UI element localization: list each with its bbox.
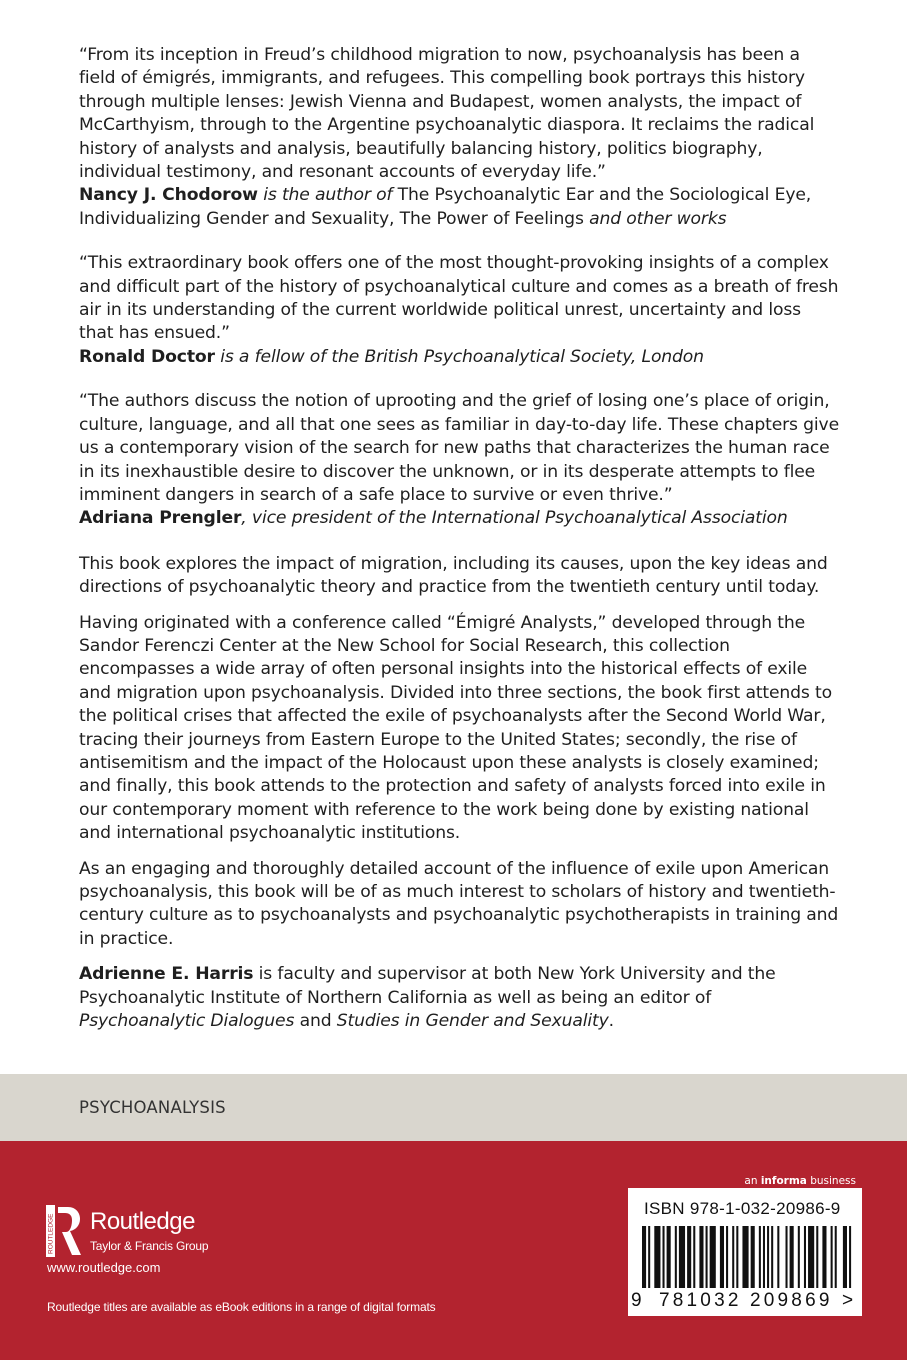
barcode-bar <box>816 1226 818 1288</box>
barcode-bar <box>679 1226 685 1288</box>
barcode-bar <box>790 1226 794 1288</box>
barcode-bar <box>736 1226 738 1288</box>
barcode-bar <box>726 1226 728 1288</box>
publisher-name: Routledge <box>90 1208 195 1235</box>
informa-prefix: an <box>744 1175 761 1187</box>
barcode-bar <box>763 1226 765 1288</box>
barcode-bar <box>804 1226 806 1288</box>
barcode-bar <box>732 1226 734 1288</box>
barcode-bar <box>742 1226 748 1288</box>
informa-brand: informa <box>760 1175 807 1187</box>
barcode-bar <box>720 1226 724 1288</box>
barcode-bar <box>777 1226 779 1288</box>
barcode-bar <box>667 1226 671 1288</box>
barcode-arrow: > <box>842 1290 854 1311</box>
endorsement-quote-1 <box>79 44 839 231</box>
quote-attribution <box>79 184 839 231</box>
description-paragraph-2: Having originated with a conference called “Émigré Analysts,” developed through the Sandor Ferenczi Center at the New School for Social Research, this collection encompasses a wide array of often personal insights into the historical effects of exile and migration upon psychoanalysis. Divided into three sections, the book first attends to the political crises that affected the exile of psychoanalysts after the Second World War, tracing their journeys from Eastern Europe to the United States; secondly, the rise of antisemitism and the impact of the Holocaust upon these analysts is closely examined; and finally, this book attends to the protection and safety of analysts forced into exile in our contemporary moment with reference to the work being done by existing national and international psychoanalytic institutions. <box>79 612 833 844</box>
quote-author-role: is a fellow of the British Psychoanalytical Society, London <box>214 346 704 367</box>
routledge-r-icon <box>46 1205 82 1257</box>
barcode-bar <box>648 1226 650 1288</box>
ebook-note: Routledge titles are available as eBook editions in a range of digital formats <box>47 1300 436 1314</box>
quote-author: Adriana Prengler <box>79 508 242 529</box>
quote-author: Ronald Doctor <box>79 346 215 367</box>
description-paragraph-1: This book explores the impact of migration, including its causes, upon the key ideas and directions of psychoanalytic theory and practice from the twentieth century until today. <box>79 553 828 598</box>
isbn-label: ISBN 978-1-032-20986-9 <box>644 1199 841 1218</box>
barcode-bar <box>654 1226 660 1288</box>
quote-text: “This extraordinary book offers one of the most thought-provoking insights of a complex and difficult part of the history of psychoanalytical culture and comes as a breath of fresh air in its understanding of the current worldwide political unrest, uncertainty and loss that has ensued.” <box>79 253 839 344</box>
publisher-band <box>0 1141 907 1360</box>
barcode-bar <box>699 1226 703 1288</box>
editor-journal-2: Studies in Gender and Sexuality <box>336 1011 609 1032</box>
barcode-bar <box>771 1226 773 1288</box>
barcode-bar <box>759 1226 761 1288</box>
endorsement-quote-3 <box>79 390 839 530</box>
description-paragraph-3: As an engaging and thoroughly detailed account of the influence of exile upon American psychoanalysis, this book will be of as much interest to scholars of history and twentieth-century culture as to psychoanalysts and psychoanalytic psychotherapists in training and in practice. <box>79 858 839 949</box>
quote-author-role: is the author of <box>257 185 398 206</box>
barcode-bar <box>767 1226 769 1288</box>
category-band <box>0 1074 907 1141</box>
editor-bio <box>79 963 839 1033</box>
barcode-bar <box>663 1226 665 1288</box>
informa-suffix: business <box>806 1175 856 1187</box>
editor-journal-1: Psychoanalytic Dialogues <box>79 1011 295 1032</box>
barcode-bar <box>687 1226 691 1288</box>
barcode-bar <box>751 1226 755 1288</box>
barcode-bar <box>786 1226 788 1288</box>
quote-text: “The authors discuss the notion of uprooting and the grief of losing one’s place of origin, culture, language, and all that one sees as familiar in day-to-day life. These chapters give us a contemporary vision of the search for new paths that characterizes the human race in its inexhaustible desire to discover the unknown, or in its desperate attempts to flee imminent dangers in search of a safe place to survive or even thrive.” <box>79 391 840 505</box>
barcode-bar <box>706 1226 708 1288</box>
quote-author-works: The Psychoanalytic Ear and the Sociological Eye, Individualizing Gender and Sexuality, The Power of Feelings <box>79 185 812 229</box>
barcode-digit-first: 9 <box>631 1290 642 1311</box>
publisher-website[interactable]: www.routledge.com <box>47 1260 161 1275</box>
barcode-digits-left: 781032 <box>659 1290 742 1311</box>
book-description <box>79 553 839 1034</box>
barcode-bar <box>808 1226 814 1288</box>
subject-category: PSYCHOANALYSIS <box>79 1098 226 1117</box>
quote-author-role-suffix: and other works <box>583 208 727 229</box>
quote-attribution <box>79 346 839 369</box>
editor-bio-text-1: is faculty and supervisor at both New York University and the Psychoanalytic Institute of Northern California as well as being an editor of <box>79 964 776 1008</box>
barcode-bar <box>675 1226 677 1288</box>
barcode-bar <box>843 1226 847 1288</box>
barcode-bar <box>822 1226 826 1288</box>
barcode-bar <box>835 1226 837 1288</box>
logo-vertical-text: ROUTLEDGE <box>47 1213 55 1254</box>
routledge-logo <box>46 1205 246 1265</box>
barcode-bar <box>849 1226 851 1288</box>
back-cover-text <box>79 44 839 1033</box>
barcode-bar <box>693 1226 695 1288</box>
quote-attribution <box>79 507 839 530</box>
endorsement-quote-2 <box>79 252 839 369</box>
editor-bio-text-3: . <box>608 1011 614 1032</box>
barcode-bar <box>798 1226 800 1288</box>
publisher-group: Taylor & Francis Group <box>90 1239 209 1253</box>
editor-name: Adrienne E. Harris <box>79 964 254 985</box>
barcode-digits-right: 209869 <box>750 1290 833 1311</box>
quote-author-role: , vice president of the International Psychoanalytical Association <box>241 508 788 529</box>
quote-text: “From its inception in Freud’s childhood migration to now, psychoanalysis has been a field of émigrés, immigrants, and refugees. This compelling book portrays this history through multiple lenses: Jewish Vienna and Budapest, women analysts, the impact of McCarthyism, through to the Argentine psychoanalytic diaspora. It reclaims the radical history of analysts and analysis, beautifully balancing history, politics biography, individual testimony, and resonant accounts of everyday life.” <box>79 45 815 183</box>
isbn-barcode <box>628 1188 862 1316</box>
barcode-bar <box>642 1226 646 1288</box>
editor-bio-text-2: and <box>294 1011 337 1032</box>
barcode-bar <box>710 1226 716 1288</box>
barcode-bar <box>831 1226 833 1288</box>
informa-tagline <box>744 1175 856 1187</box>
quote-author: Nancy J. Chodorow <box>79 185 258 206</box>
